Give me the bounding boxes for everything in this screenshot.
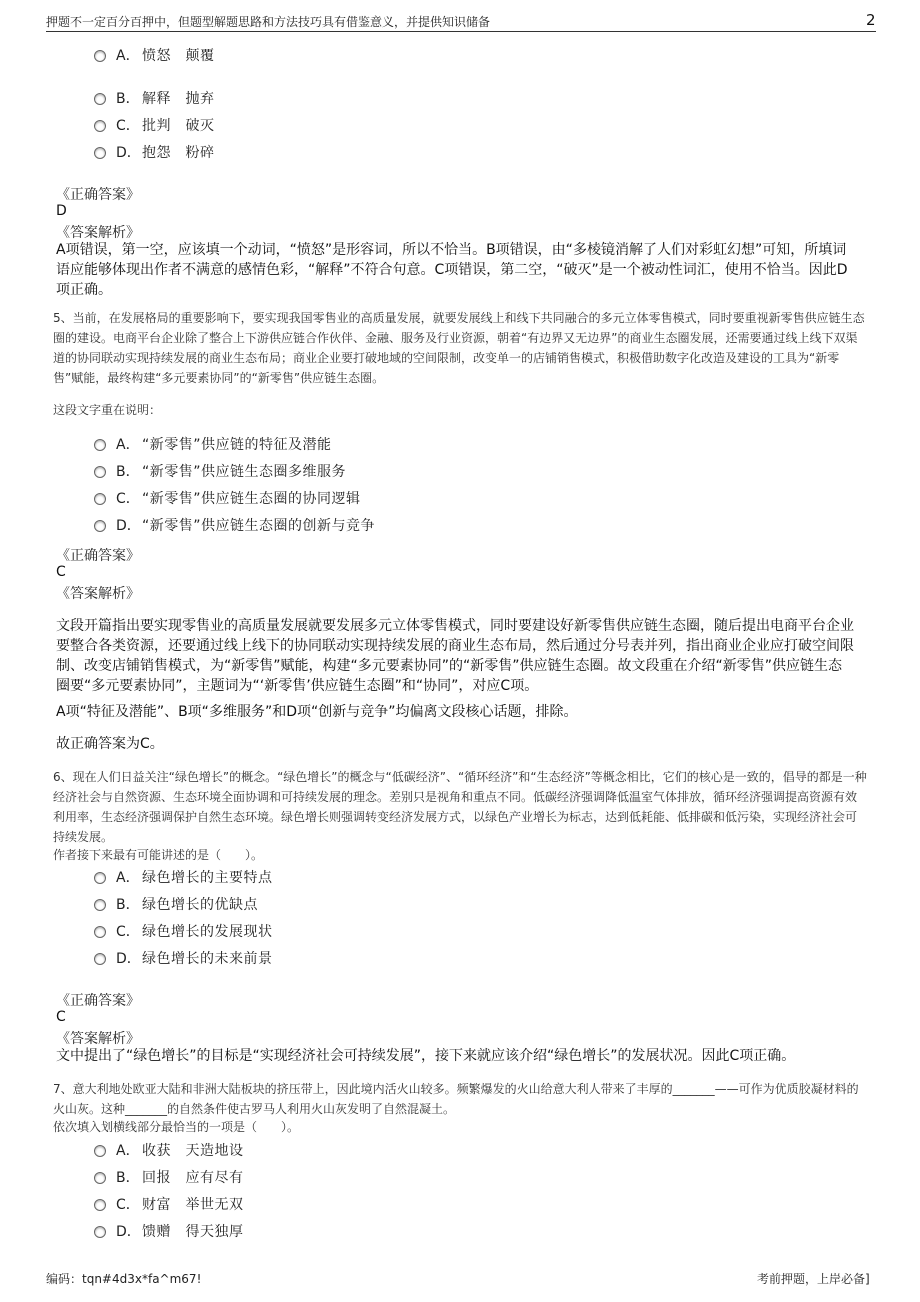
q6-option-a[interactable]: A． 绿色增长的主要特点	[94, 867, 273, 887]
radio-icon[interactable]	[94, 1145, 106, 1157]
q6-analysis-label: 《答案解析》	[56, 1031, 140, 1047]
q5-option-c[interactable]: C． “新零售”供应链生态圈的协同逻辑	[94, 488, 361, 508]
radio-icon[interactable]	[94, 1226, 106, 1238]
q5-answer: C	[56, 564, 66, 580]
q4-answer: D	[56, 203, 67, 219]
q5-stem: 5、当前，在发展格局的重要影响下，要实现我国零售业的高质量发展，就要发展线上和线下共同融合的多元立体零售模式，同时要重视新零售供应链生态圈的建设。电商平台企业除了整合上下游供应链合作伙伴、金融、服务及行业资源，朝着“有边界又无边界”的商业生态圈发展，还需要通过线上线下双渠道的协同联动实现持续发展的商业生态布局；商业企业要打破地域的空间限制，改变单一的店铺销售模式，积极借助数字化改造及建设的工具为“新零售”赋能，最终构建“多元要素协同”的“新零售”供应链生态圈。	[53, 311, 865, 385]
q4-answer-label: 《正确答案》	[56, 187, 140, 203]
page-number: 2	[866, 11, 876, 29]
q4-option-b[interactable]: B． 解释 抛弃	[94, 88, 215, 108]
q6-option-c[interactable]: C． 绿色增长的发展现状	[94, 921, 273, 941]
footer-code: 编码：tqn#4d3x*fa^m67!	[46, 1272, 202, 1286]
q7-option-a[interactable]: A． 收获 天造地设	[94, 1140, 244, 1160]
q4-analysis: A项错误，第一空，应该填一个动词，“愤怒”是形容词，所以不恰当。B项错误，由“多棱镜消解了人们对彩虹幻想”可知，所填词语应能够体现出作者不满意的感情色彩，“解释”不符合句意。C项错误，第二空，“破灭”是一个被动性词汇，使用不恰当。因此D项正确。	[56, 242, 848, 298]
radio-icon[interactable]	[94, 926, 106, 938]
q6-analysis: 文中提出了“绿色增长”的目标是“实现经济社会可持续发展”，接下来就应该介绍“绿色增长”的发展状况。因此C项正确。	[56, 1048, 796, 1064]
radio-icon[interactable]	[94, 120, 106, 132]
q5-analysis-p1: 文段开篇指出要实现零售业的高质量发展就要发展多元立体零售模式，同时要建设好新零售供应链生态圈，随后提出电商平台企业要整合各类资源，还要通过线上线下的协同联动实现持续发展的商业生态布局，然后通过分号表并列，指出商业企业应打破空间限制、改变店铺销售模式，为“新零售”赋能，构建“多元要素协同”的“新零售”供应链生态圈。故文段重在介绍“新零售”供应链生态圈要“多元要素协同”，主题词为“‘新零售’供应链生态圈”和“协同”，对应C项。	[56, 618, 854, 694]
q7-question: 依次填入划横线部分最恰当的一项是（ ）。	[53, 1120, 300, 1134]
header-divider	[46, 31, 876, 32]
radio-icon[interactable]	[94, 93, 106, 105]
q6-answer-label: 《正确答案》	[56, 993, 140, 1009]
q5-analysis-p3: 故正确答案为C。	[56, 736, 164, 752]
radio-icon[interactable]	[94, 1172, 106, 1184]
q5-option-b[interactable]: B． “新零售”供应链生态圈多维服务	[94, 461, 346, 481]
q7-option-c[interactable]: C． 财富 举世无双	[94, 1194, 244, 1214]
q6-option-b[interactable]: B． 绿色增长的优缺点	[94, 894, 258, 914]
q5-analysis-p2: A项“特征及潜能”、B项“多维服务”和D项“创新与竞争”均偏离文段核心话题，排除。	[56, 704, 578, 720]
header-text: 押题不一定百分百押中，但题型解题思路和方法技巧具有借鉴意义，并提供知识储备	[46, 15, 491, 29]
q6-question: 作者接下来最有可能讲述的是（ ）。	[53, 848, 264, 862]
q5-question: 这段文字重在说明：	[53, 403, 162, 417]
footer-slogan: 考前押题，上岸必备]	[757, 1272, 870, 1286]
q6-answer: C	[56, 1009, 66, 1025]
q7-option-b[interactable]: B． 回报 应有尽有	[94, 1167, 244, 1187]
q6-option-d[interactable]: D． 绿色增长的未来前景	[94, 948, 273, 968]
q4-option-c[interactable]: C． 批判 破灭	[94, 115, 215, 135]
q5-answer-label: 《正确答案》	[56, 548, 140, 564]
q7-stem: 7、意大利地处欧亚大陆和非洲大陆板块的挤压带上，因此境内活火山较多。频繁爆发的火山给意大利人带来了丰厚的_______——可作为优质胶凝材料的火山灰。这种_______的自然条件使古罗马人利用火山灰发明了自然混凝土。	[53, 1082, 859, 1116]
q6-stem: 6、现在人们日益关注“绿色增长”的概念。“绿色增长”的概念与“低碳经济”、“循环经济”和“生态经济”等概念相比，它们的核心是一致的，倡导的都是一种经济社会与自然资源、生态环境全面协调和可持续发展的理念。差别只是视角和重点不同。低碳经济强调降低温室气体排放，循环经济强调提高资源有效利用率，生态经济强调保护自然生态环境。绿色增长则强调转变经济发展方式，以绿色产业增长为标志，达到低耗能、低排碳和低污染，实现经济社会可持续发展。	[53, 770, 867, 844]
q5-option-a[interactable]: A． “新零售”供应链的特征及潜能	[94, 434, 332, 454]
radio-icon[interactable]	[94, 953, 106, 965]
q4-option-d[interactable]: D． 抱怨 粉碎	[94, 142, 215, 162]
q4-analysis-label: 《答案解析》	[56, 225, 140, 241]
q7-option-d[interactable]: D． 馈赠 得天独厚	[94, 1221, 244, 1241]
radio-icon[interactable]	[94, 493, 106, 505]
q5-analysis-label: 《答案解析》	[56, 586, 140, 602]
radio-icon[interactable]	[94, 520, 106, 532]
radio-icon[interactable]	[94, 899, 106, 911]
radio-icon[interactable]	[94, 147, 106, 159]
q4-option-a[interactable]: A． 愤怒 颠覆	[94, 45, 215, 65]
radio-icon[interactable]	[94, 466, 106, 478]
radio-icon[interactable]	[94, 1199, 106, 1211]
radio-icon[interactable]	[94, 50, 106, 62]
radio-icon[interactable]	[94, 439, 106, 451]
radio-icon[interactable]	[94, 872, 106, 884]
q5-option-d[interactable]: D． “新零售”供应链生态圈的创新与竞争	[94, 515, 375, 535]
